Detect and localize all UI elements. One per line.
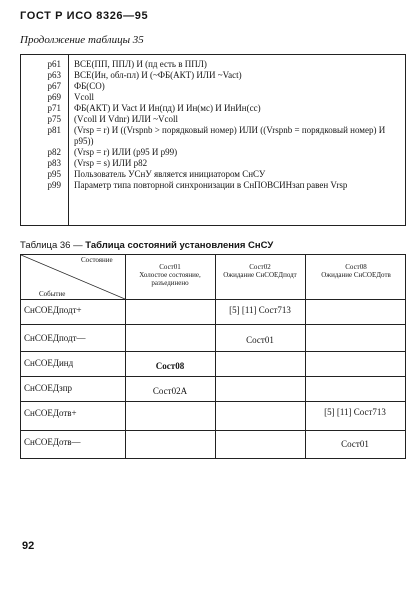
table-cell: Сост08 — [155, 361, 185, 371]
table-36-caption — [20, 240, 273, 251]
predicate-code: p81 — [47, 125, 61, 135]
table-cell: Сост01 — [246, 335, 274, 345]
predicate-desc: ФБ(СО) — [74, 81, 105, 91]
predicate-code: p99 — [47, 180, 61, 190]
predicate-desc: Пользователь УСнУ является инициатором СнСУ — [74, 169, 266, 179]
state-code: Сост02 — [249, 263, 271, 271]
header-divider — [21, 299, 405, 300]
predicate-desc: (Vrsp = r) ИЛИ (p95 И p99) — [74, 147, 178, 157]
column-divider — [305, 255, 306, 458]
document-header: ГОСТ Р ИСО 8326—95 — [20, 10, 149, 22]
table-cell: Сост01 — [341, 439, 369, 449]
predicate-code: p95 — [47, 169, 61, 179]
predicate-desc: Параметр типа повторной синхронизации в СнПОВСИНзап равен Vrsp — [74, 180, 348, 190]
predicate-code: p75 — [47, 114, 61, 124]
row-divider — [21, 324, 405, 325]
row-divider — [21, 430, 405, 431]
event-label: СнСОЕДподт— — [24, 333, 86, 343]
state-code: Сост08 — [345, 263, 367, 271]
row-divider — [21, 376, 405, 377]
event-label: СнСОЕДподт+ — [24, 305, 82, 315]
predicate-code: p83 — [47, 158, 61, 168]
predicate-desc: ВСЕ(ПП, ППЛ) И (пд есть в ППЛ) — [74, 59, 207, 69]
state-name: Ожидание СнСОЕДподт — [223, 271, 297, 279]
table-cell: [5] [11] Сост713 — [324, 407, 386, 417]
caption-prefix: Таблица 36 — — [20, 240, 83, 251]
predicate-code: p82 — [47, 147, 61, 157]
state-code: Сост01 — [159, 263, 181, 271]
predicate-code: p63 — [47, 70, 61, 80]
predicate-code: p61 — [47, 59, 61, 69]
row-divider — [21, 351, 405, 352]
predicate-desc: (Vrsp = s) ИЛИ p82 — [74, 158, 148, 168]
event-label: СнСОЕДинд — [24, 358, 74, 368]
predicate-desc: ФБ(АКТ) И Vact И Ин(пд) И Ин(мс) И ИнИн(сс) — [74, 103, 261, 113]
table-36 — [20, 254, 406, 459]
table-continuation-note: Продолжение таблицы 35 — [20, 34, 144, 46]
predicate-desc: Vcoll — [74, 92, 94, 102]
predicate-code: p71 — [47, 103, 61, 113]
state-name: Ожидание СнСОЕДотв — [321, 271, 391, 279]
state-header-02 — [217, 263, 303, 279]
predicate-code: p69 — [47, 92, 61, 102]
predicate-code: p67 — [47, 81, 61, 91]
column-divider — [215, 255, 216, 458]
row-divider — [21, 401, 405, 402]
event-label: СнСОЕДотв— — [24, 437, 81, 447]
table-cell: [5] [11] Сост713 — [229, 305, 291, 315]
column-divider — [68, 55, 69, 225]
state-name: Холостое состояние, разъединено — [139, 271, 201, 287]
event-label: СнСОЕДзпр — [24, 383, 73, 393]
predicate-desc: (Vcoll И Vdnr) ИЛИ ~Vcoll — [74, 114, 178, 124]
page-number: 92 — [22, 540, 35, 552]
caption-title: Таблица состояний установления СнСУ — [85, 240, 274, 251]
event-label: СнСОЕДотв+ — [24, 408, 77, 418]
state-header-08 — [307, 263, 405, 279]
corner-label-state: Состояние — [81, 256, 113, 264]
predicate-desc: (Vrsp = r) И ((Vrspnb > порядковый номер) ИЛИ ((Vrspnb = порядковый номер) И p95)) — [74, 125, 386, 146]
table-cell: Сост02А — [152, 386, 188, 396]
state-header-01 — [127, 263, 213, 287]
column-divider — [125, 255, 126, 458]
table-35 — [20, 54, 406, 226]
corner-label-event: Событие — [39, 290, 66, 298]
predicate-desc: ВСЕ(Ин, обл-пл) И (~ФБ(АКТ) ИЛИ ~Vact) — [74, 70, 242, 80]
